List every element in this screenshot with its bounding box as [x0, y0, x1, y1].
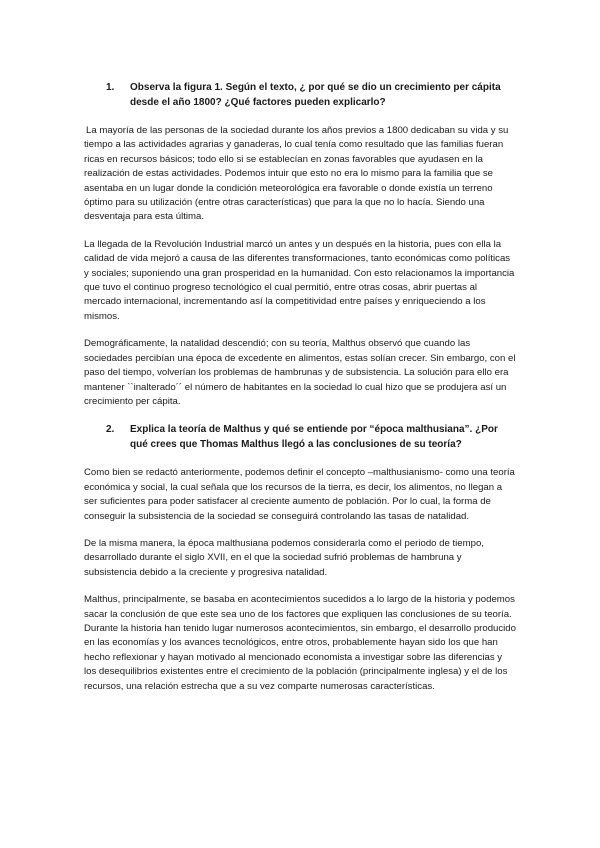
question-1-text: Observa la figura 1. Según el texto, ¿ por qué se dio un crecimiento per cápita desde el año 1800? ¿Qué factores pueden explicarlo?: [130, 82, 501, 108]
answer-1-paragraph-2: La llegada de la Revolución Industrial marcó un antes y un después en la historia, pues con ella la calidad de vida mejoró a causa de las diferentes transformaciones, tanto económicas como políticas y sociales; suponiendo una gran prosperidad en la humanidad. Con esto relacionamos la importancia que tuvo el continuo progreso tecnológico el cual permitió, entre otras cosas, abrir puertas al mercado internacional, incrementando así la competitividad entre países y enriqueciendo a los mismos.: [84, 238, 515, 322]
question-1: [84, 80, 516, 110]
question-2-number: 2.: [106, 424, 115, 436]
answer-1-paragraph-3: Demográficamente, la natalidad descendió; con su teoría, Malthus observó que cuando las sociedades percibían una época de excedente en alimentos, estas solían crecer. Sin embargo, con el paso del tiempo, volverían los problemas de hambrunas y de subsistencia. La solución para ello era mantener ``inalterado´´ el número de habitantes en la sociedad lo cual hizo que se produjera así un crecimiento per cápita.: [84, 338, 516, 407]
answer-2-paragraph-2: De la misma manera, la época malthusiana podemos considerarla como el periodo de tiempo, desarrollado durante el siglo XVII, en el que la sociedad sufrió problemas de hambruna y subsistencia debido a la creciente y progresiva natalidad.: [84, 537, 484, 578]
answer-2-paragraph-1: Como bien se redactó anteriormente, podemos definir el concepto –malthusianismo- como una teoría económica y social, la cual señala que los recursos de la tierra, es decir, los alimentos, no llegan a ser suficientes para poder satisfacer al creciente aumento de población. Por lo cual, la forma de conseguir la subsistencia de la sociedad se conseguirá controlando las tasas de natalidad.: [84, 467, 515, 522]
question-1-number: 1.: [106, 82, 115, 93]
answer-1-paragraph-1: La mayoría de las personas de la sociedad durante los años previos a 1800 dedicaban su vida y su tiempo a las actividades agrarias y ganaderas, lo cual tenía como resultado que las familias fueran ricas en recursos básicos; todo ello si se establecían en zonas favorables que ayudasen en la realización de estas actividades. Podemos intuir que esto no era lo mismo para la familia que se asentaba en un lugar donde la condición meteorológica era favorable o donde existía un terreno óptimo para su utilización (entre otras características) que para la que no lo hacía. Siendo una desventaja para esta última.: [84, 125, 509, 223]
question-2-text: Explica la teoría de Malthus y qué se entiende por “época malthusiana”. ¿Por qué crees que Thomas Malthus llegó a las conclusiones de su teoría?: [130, 424, 498, 451]
answer-2-paragraph-3: Malthus, principalmente, se basaba en acontecimientos sucedidos a lo largo de la historia y podemos sacar la conclusión de que este sea uno de los factores que expliquen las conclusiones de su teoría. Durante la historia han tenido lugar numerosos acontecimientos, sin embargo, el desarrollo producido en las economías y los avances tecnológicos, entre otros, probablemente hayan sido los que han hecho reflexionar y hayan motivado al mencionado economista a investigar sobre las diferencias y los desequilibrios existentes entre el crecimiento de la población (principalmente inglesa) y el de los recursos, una relación estrecha que a su vez comparte numerosas características.: [84, 594, 516, 692]
question-2: [84, 422, 516, 452]
